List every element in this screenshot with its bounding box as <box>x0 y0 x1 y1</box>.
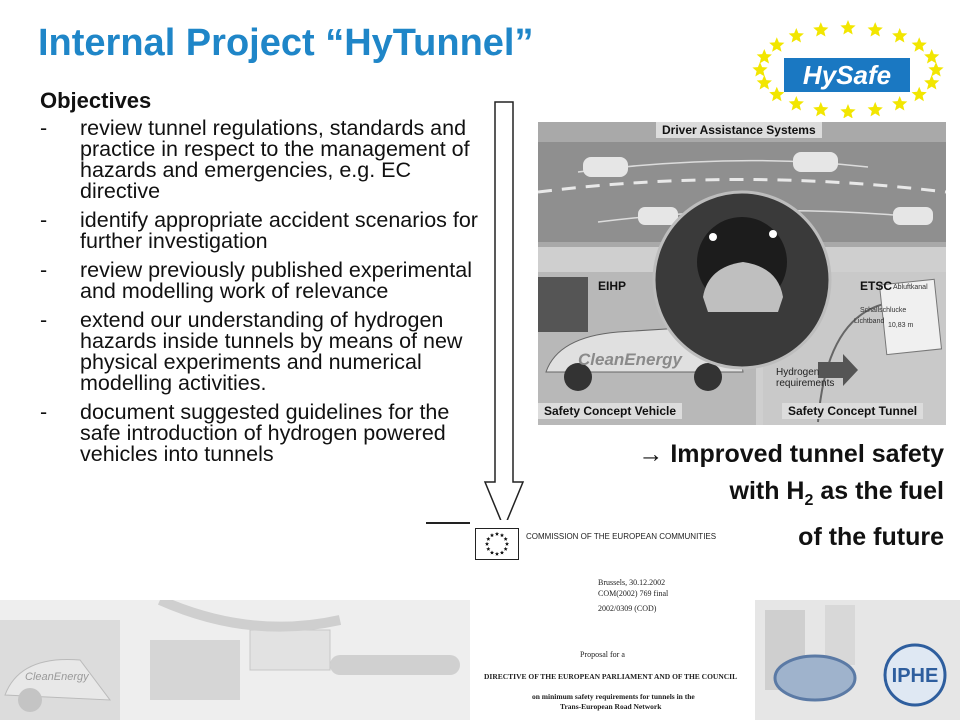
safety-concept-collage <box>538 122 946 425</box>
ec-logo-icon <box>775 656 855 700</box>
star-icon <box>752 62 767 77</box>
car-shape <box>638 207 678 225</box>
car-shape <box>583 157 628 177</box>
objective-text: identify appropriate accident scenarios for further investigation <box>80 208 478 253</box>
doc-network: Trans-European Road Network <box>560 702 662 711</box>
doc-on-min: on minimum safety requirements for tunnels in the <box>532 692 695 701</box>
tunnel-sign-text: Lichtband <box>854 318 885 325</box>
star-icon <box>769 87 784 102</box>
label-eihp: EIHP <box>598 279 627 293</box>
objectives-heading: Objectives <box>40 88 152 113</box>
bullet-dash: - <box>40 400 48 424</box>
tunnel-sign-text: Schallschlucke <box>860 307 907 314</box>
star-icon <box>912 37 927 52</box>
car-shape <box>893 207 933 225</box>
star-icon <box>892 28 907 43</box>
footer-car-text: CleanEnergy <box>25 671 89 683</box>
objectives-list <box>40 118 480 473</box>
conclusion-line-1: → Improved tunnel safety <box>638 440 944 468</box>
doc-directive: DIRECTIVE OF THE EUROPEAN PARLIAMENT AND OF THE COUNCIL <box>484 672 738 681</box>
label-safety-vehicle: Safety Concept Vehicle <box>538 403 682 419</box>
label-hydrogen-requirements: Hydrogen requirements <box>776 367 835 389</box>
star-icon <box>928 62 943 77</box>
car-brand-text: CleanEnergy <box>578 350 682 369</box>
star-icon <box>789 96 804 111</box>
star-icon <box>813 102 828 117</box>
objective-text: review tunnel regulations, standards and practice in respect to the management of hazards and emergencies, e.g. EC directive <box>80 116 470 203</box>
bullet-dash: - <box>40 116 48 140</box>
star-icon <box>892 96 907 111</box>
collage-graphic <box>538 122 946 425</box>
label-driver-assistance: Driver Assistance Systems <box>656 122 822 138</box>
star-icon <box>868 102 883 117</box>
label-etsc: ETSC <box>860 279 893 293</box>
doc-commission: COMMISSION OF THE EUROPEAN COMMUNITIES <box>526 532 717 541</box>
doc-com-ref: COM(2002) 769 final <box>598 589 669 598</box>
objective-item <box>40 310 480 394</box>
objective-text: document suggested guidelines for the safe introduction of hydrogen powered vehicles into tunnels <box>80 400 450 466</box>
tunnel-sign-text: 10,83 m <box>888 322 914 329</box>
star-icon <box>789 28 804 43</box>
star-icon <box>924 75 939 90</box>
eu-flag-icon <box>475 528 519 560</box>
star-icon <box>840 20 855 35</box>
car-shape <box>793 152 838 172</box>
conclusion-line-3: of the future <box>798 523 944 551</box>
tunnel-sign-text: Abluftkanal <box>893 284 928 291</box>
star-icon <box>924 49 939 64</box>
objective-text: review previously published experimental and modelling work of relevance <box>80 258 472 303</box>
bullet-dash: - <box>40 208 48 232</box>
logo-text: HySafe <box>802 60 892 90</box>
objective-text: extend our understanding of hydrogen hazards inside tunnels by means of new physical experiments and numerical modelling activities. <box>80 308 463 395</box>
star-icon <box>840 104 855 118</box>
bullet-dash: - <box>40 308 48 332</box>
doc-cod-ref: 2002/0309 (COD) <box>598 604 657 613</box>
star-icon <box>757 75 772 90</box>
objective-item <box>40 118 480 202</box>
hysafe-logo <box>748 18 948 118</box>
label-safety-tunnel: Safety Concept Tunnel <box>782 403 923 419</box>
star-icon <box>769 37 784 52</box>
doc-place-date: Brussels, 30.12.2002 <box>598 578 666 587</box>
footer-right-image <box>755 600 960 720</box>
footer-left-image <box>0 600 470 720</box>
conclusion-line-2: with $H_2$ as the fuel <box>729 477 944 509</box>
objective-item <box>40 210 480 252</box>
star-icon <box>868 22 883 36</box>
iphe-text: IPHE <box>891 665 939 687</box>
eu-directive-document <box>470 520 755 720</box>
bullet-dash: - <box>40 258 48 282</box>
star-icon <box>813 22 828 36</box>
star-icon <box>912 87 927 102</box>
objective-item <box>40 402 480 465</box>
doc-proposal: Proposal for a <box>580 650 625 659</box>
star-icon <box>757 49 772 64</box>
slide-title: Internal Project “HyTunnel” <box>38 22 534 64</box>
objective-item <box>40 260 480 302</box>
